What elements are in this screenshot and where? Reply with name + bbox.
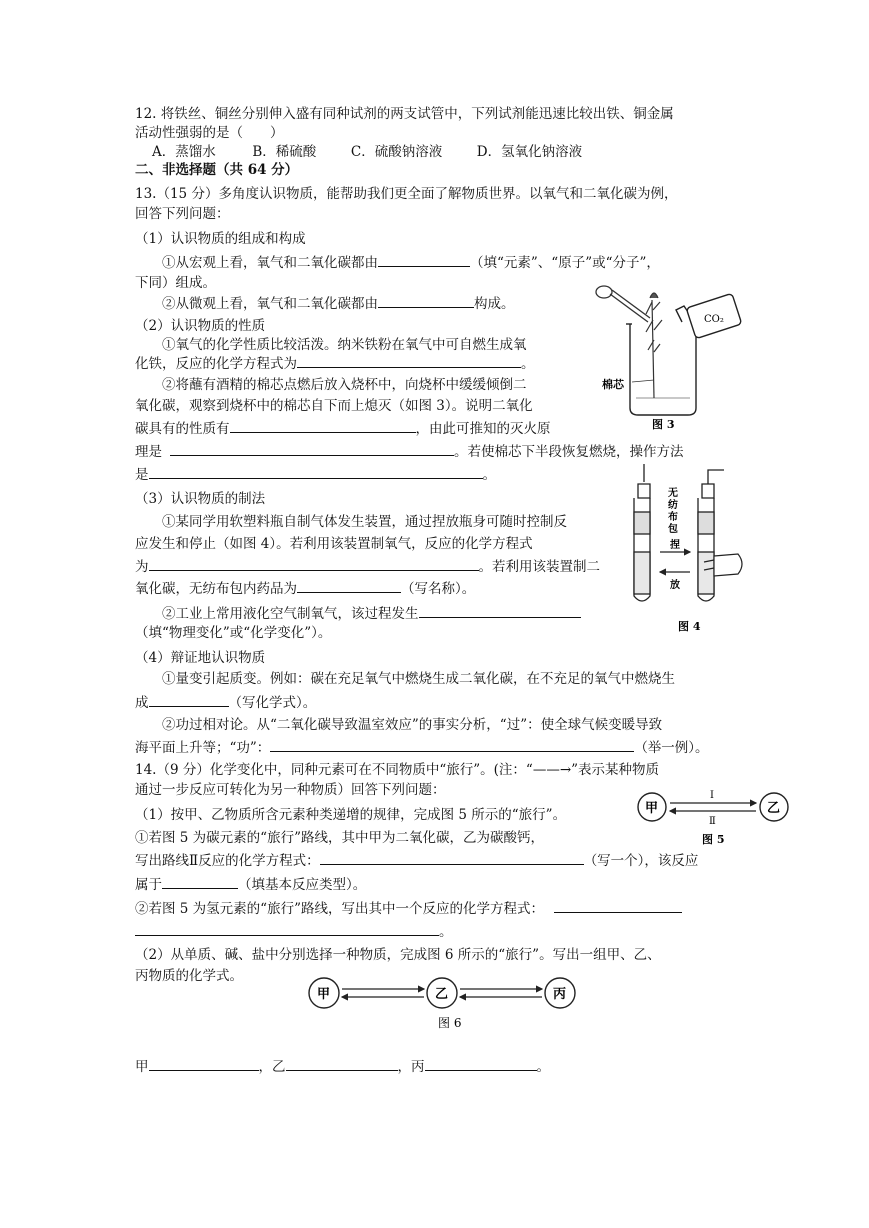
q13-p1a-line2: 下同）组成。 bbox=[135, 275, 216, 291]
fig3-caption: 图 3 bbox=[652, 418, 675, 431]
fig4-caption: 图 4 bbox=[678, 620, 701, 633]
fig3-co2-label: CO₂ bbox=[704, 314, 724, 325]
tongs bbox=[596, 286, 650, 322]
q12-option-d: D．氢氧化钠溶液 bbox=[476, 144, 583, 160]
q13-part3-title: （3）认识物质的制法 bbox=[135, 491, 266, 507]
q14-p1b-line1: ②若图 5 为氢元素的“旅行”路线，写出其中一个反应的化学方程式： bbox=[135, 898, 682, 919]
q12-option-a: A．蒸馏水 bbox=[152, 144, 216, 160]
q13-intro-line2: 回答下列问题： bbox=[135, 206, 230, 222]
q13-part2-title: （2）认识物质的性质 bbox=[135, 318, 266, 334]
q14-p1b-line2: 。 bbox=[135, 921, 453, 942]
fig6-node-c: 丙 bbox=[553, 987, 567, 1002]
fig6-caption: 图 6 bbox=[438, 1016, 462, 1030]
q14-answer-line: 甲 ，乙 ，丙 。 bbox=[135, 1056, 550, 1077]
fig6-node-a: 甲 bbox=[317, 987, 331, 1002]
section-title: 二、非选择题（共 64 分） bbox=[135, 162, 299, 178]
q13-p2b-line4: 理是 。若使棉芯下半段恢复燃烧，操作方法 bbox=[135, 441, 684, 462]
fig4-bag-label-1: 无 bbox=[668, 488, 678, 499]
q14-p1a-line1: ①若图 5 为碳元素的“旅行”路线，其中甲为二氧化碳，乙为碳酸钙， bbox=[135, 830, 544, 846]
answer-blank[interactable] bbox=[297, 353, 521, 368]
answer-blank[interactable] bbox=[270, 737, 634, 752]
answer-blank[interactable] bbox=[230, 418, 416, 433]
q12-line2: 活动性强弱的是（ ） bbox=[135, 125, 284, 141]
tube-right bbox=[698, 470, 724, 601]
answer-blank[interactable] bbox=[419, 603, 581, 618]
q13-p2b-line5: 是 。 bbox=[135, 464, 496, 485]
q13-p3a-line2: 应发生和停止（如图 4）。若利用该装置制氧气，反应的化学方程式 bbox=[135, 536, 533, 552]
q13-p1b: ②从微观上看，氧气和二氧化碳都由 构成。 bbox=[162, 293, 515, 314]
q13-p2b-line3: 碳具有的性质有 ，由此可推知的灭火原 bbox=[135, 418, 551, 439]
q13-p2a-line2: 化铁，反应的化学方程式为 。 bbox=[135, 353, 535, 374]
fig4-bag-label-2: 纺 bbox=[668, 500, 678, 511]
q13-p3a-line4: 氧化碳，无纺布包内药品为 （写名称）。 bbox=[135, 578, 475, 599]
q13-part4-title: （4）辩证地认识物质 bbox=[135, 650, 266, 666]
q13-p3b-line2: （填“物理变化”或“化学变化”）。 bbox=[135, 625, 332, 641]
answer-blank[interactable] bbox=[170, 441, 454, 456]
answer-blank[interactable] bbox=[149, 556, 479, 571]
fig6-node-b: 乙 bbox=[435, 987, 449, 1002]
answer-blank[interactable] bbox=[135, 921, 439, 936]
figure-3 bbox=[592, 280, 742, 432]
q13-p2a-line1: ①氧气的化学性质比较活泼。纳米铁粉在氧气中可自燃生成氧 bbox=[162, 337, 527, 353]
fig5-route-2: Ⅱ bbox=[709, 816, 716, 827]
fig4-squeeze-label: 捏 bbox=[670, 540, 680, 551]
q13-p2b-line1: ②将蘸有酒精的棉芯点燃后放入烧杯中，向烧杯中缓缓倾倒二 bbox=[162, 377, 527, 393]
q13-p4a-line2: 成 （写化学式）。 bbox=[135, 692, 316, 713]
fig4-release-label: 放 bbox=[670, 580, 680, 591]
q13-p3b-line1: ②工业上常用液化空气制氧气，该过程发生 bbox=[162, 603, 581, 624]
answer-blank-bing[interactable] bbox=[425, 1056, 537, 1071]
answer-blank[interactable] bbox=[378, 252, 470, 267]
figure-5 bbox=[634, 783, 794, 849]
figure-4 bbox=[616, 464, 750, 640]
tube-left bbox=[634, 464, 650, 601]
answer-blank[interactable] bbox=[149, 464, 483, 479]
q14-part1-title: （1）按甲、乙物质所含元素种类递增的规律，完成图 5 所示的“旅行”。 bbox=[135, 807, 567, 823]
q14-intro-line1: 14.（9 分）化学变化中，同种元素可在不同物质中“旅行”。(注：“——→”表示某种物质 bbox=[135, 762, 660, 778]
answer-blank[interactable] bbox=[554, 898, 682, 913]
q12-line1: 12. 将铁丝、铜丝分别伸入盛有同种试剂的两支试管中，下列试剂能迅速比较出铁、铜金属 bbox=[135, 106, 674, 122]
q13-part1-title: （1）认识物质的组成和构成 bbox=[135, 231, 306, 247]
answer-blank[interactable] bbox=[297, 578, 401, 593]
q14-part2-line2: 丙物质的化学式。 bbox=[135, 968, 243, 984]
q13-p4b-line1: ②功过相对论。从“二氧化碳导致温室效应”的事实分析，“过”：使全球气候变暖导致 bbox=[162, 717, 663, 733]
fig4-bag-label-3: 布 bbox=[668, 512, 678, 523]
q13-p3a-line1: ①某同学用软塑料瓶自制气体发生装置，通过捏放瓶身可随时控制反 bbox=[162, 514, 567, 530]
fig4-bag-label-4: 包 bbox=[668, 524, 678, 535]
figure-6 bbox=[300, 975, 590, 1035]
q14-part2-title: （2）从单质、碱、盐中分别选择一种物质，完成图 6 所示的“旅行”。写出一组甲、乙、 bbox=[135, 947, 661, 963]
beaker bbox=[626, 324, 696, 415]
q13-p1a: ①从宏观上看，氧气和二氧化碳都由 （填“元素”、“原子”或“分子”， bbox=[162, 252, 660, 273]
q13-p4a-line1: ①量变引起质变。例如：碳在充足氧气中燃烧生成二氧化碳，在不充足的氧气中燃烧生 bbox=[162, 671, 675, 687]
q14-intro-line2: 通过一步反应可转化为另一种物质）回答下列问题： bbox=[135, 782, 446, 798]
q13-p2b-line2: 氧化碳，观察到烧杯中的棉芯自下而上熄灭（如图 3）。说明二氧化 bbox=[135, 398, 533, 414]
q12-options bbox=[152, 142, 582, 162]
q14-p1a-line2: 写出路线Ⅱ反应的化学方程式： （写一个），该反应 bbox=[135, 850, 698, 871]
answer-blank-jia[interactable] bbox=[149, 1056, 259, 1071]
q12-option-b: B．稀硫酸 bbox=[252, 144, 317, 160]
fig5-route-1: Ⅰ bbox=[710, 790, 714, 801]
q14-p1a-line3: 属于 （填基本反应类型）。 bbox=[135, 874, 366, 895]
q13-p4b-line2: 海平面上升等；“功”： （举一例）。 bbox=[135, 737, 709, 758]
answer-blank[interactable] bbox=[378, 293, 474, 308]
q13-intro-line1: 13.（15 分）多角度认识物质，能帮助我们更全面了解物质世界。以氧气和二氧化碳为例， bbox=[135, 186, 678, 202]
answer-blank[interactable] bbox=[162, 874, 238, 889]
fig3-wick-label: 棉芯 bbox=[602, 378, 624, 391]
q12-option-c: C．硫酸钠溶液 bbox=[350, 144, 443, 160]
answer-blank[interactable] bbox=[320, 850, 584, 865]
fig5-caption: 图 5 bbox=[702, 833, 725, 846]
q13-p3a-line3: 为 。若利用该装置制二 bbox=[135, 556, 600, 577]
answer-blank-yi[interactable] bbox=[286, 1056, 398, 1071]
answer-blank[interactable] bbox=[149, 692, 229, 707]
fig5-node-b: 乙 bbox=[767, 801, 781, 816]
fig5-node-a: 甲 bbox=[645, 801, 659, 816]
